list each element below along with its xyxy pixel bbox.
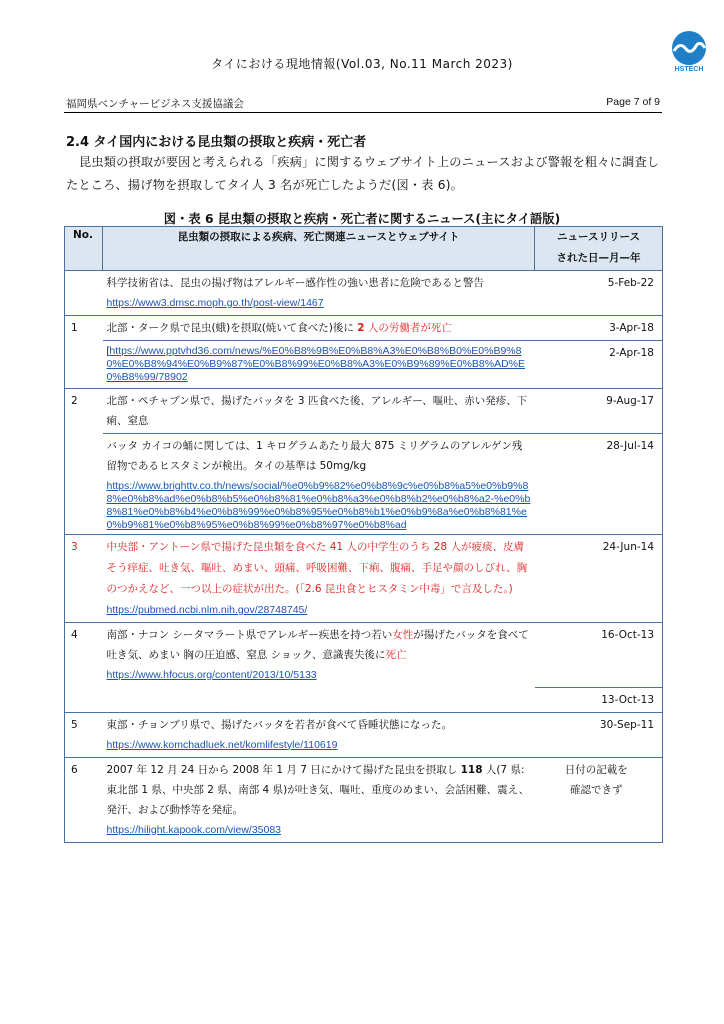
news-text: 科学技術省は、昆虫の揚げ物はアレルギー感作性の強い患者に危険であると警告 [106,277,484,289]
news-text: が揚げたバッタを食べて吐き気、めまい 胸の圧迫感、窒息 ショック、意識喪失後に [106,629,529,661]
row-no: 4 [65,623,103,713]
date-note-line2: 確認できず [570,783,623,796]
table-row [65,389,663,434]
section-title: 2.4 タイ国内における昆虫類の摂取と疾病・死亡者 [66,135,367,150]
news-text-highlight: 女性 [392,629,414,641]
table-caption: 図・表 6 昆虫類の摂取と疾病・死亡者に関するニュース(主にタイ語版) [163,212,561,226]
section-body [66,151,666,197]
document-header-title: タイにおける現地情報(Vol.03, No.11 March 2023) [211,57,513,71]
news-text: 中央部・アントーン県で揚げた昆虫類を食べた 41 人の中学生のうち 28 人が疲痰、皮膚そう痒症、吐き気、嘔吐、めまい、頭痛、呼吸困難、下痢、腹痛、手足や顔のしびれ、胸のつかえなど、一つ以上の症状が出た。(「2.6 昆虫食とヒスタミン中毒」で言及した。) [106,541,528,595]
header-date [535,227,663,271]
news-link[interactable]: https://hilight.kapook.com/view/35083 [106,823,282,836]
news-text: 北部・ターク県で昆虫(蛾)を摂取(焼いて食べた)後に [106,322,358,334]
table-row [65,271,663,316]
table-row [65,687,663,712]
table-row [65,712,663,757]
table-row [65,316,663,341]
release-date: 30-Sep-11 [535,712,663,757]
logo-text: HSTECH [674,66,704,73]
row-text [103,341,535,389]
table-row [65,623,663,688]
news-text-highlight: 死亡 [385,649,407,661]
news-text: バッタ カイコの蛹に関しては、1 キログラムあたり最大 875 ミリグラムのアレルゲン残 [106,440,523,452]
release-date: 2-Apr-18 [535,341,663,389]
page-number: Page 7 of 9 [606,96,660,108]
link-bracket: [ [106,345,110,357]
news-link[interactable]: https://www.komchadluek.net/komlifestyle/110619 [106,738,338,751]
news-text-bold: 118 [460,763,483,776]
news-text: 留物であるヒスタミンが検出。タイの基準は 50mg/kg [106,460,367,472]
row-text [103,712,535,757]
section-body-text: 昆虫類の摂取が要因と考えられる「疾病」に関するウェブサイト上のニュースおよび警報を粗々に調査したところ、揚げ物を摂取してタイ人 3 名が死亡したようだ(図・表 6)。 [66,155,660,192]
news-text: 人(7 県:東北部 1 県、中央部 2 県、南部 4 県)が吐き気、嘔吐、重度のめまい、会話困難、震え、発汗、および動悸等を発症。 [106,763,530,816]
row-text: 北部・ペチャブン県で、揚げたバッタを 3 匹食べた後、アレルギー、嘔吐、赤い発疹、下痢、窒息 [103,389,535,434]
release-date: 24-Jun-14 [535,535,663,623]
row-text [103,535,535,623]
row-no: 3 [65,535,103,623]
hstech-logo [668,30,710,78]
news-text: 2007 年 12 月 24 日から 2008 年 1 月 7 日にかけて揚げた昆虫を摂取し [106,763,461,776]
organization-name: 福岡県ベンチャービジネス支援協議会 [66,98,244,110]
row-no: 1 [65,316,103,389]
row-text [103,316,535,341]
header-divider [64,112,662,113]
table-row [65,535,663,623]
release-date: 3-Apr-18 [535,316,663,341]
table-row [65,434,663,535]
table-row [65,341,663,389]
news-text-highlight: 2 [357,322,365,334]
row-spacer [103,687,535,712]
wave-logo-icon [668,30,710,66]
date-note-line1: 日付の記載を [564,763,628,776]
news-link[interactable]: https://www.hfocus.org/content/2013/10/5133 [106,669,317,681]
news-table [64,226,663,843]
table-header-row [65,227,663,271]
news-link[interactable]: https://pubmed.ncbi.nlm.nih.gov/28748745/ [106,604,308,616]
row-text [103,757,535,842]
row-text [103,623,535,688]
release-date-note [535,757,663,842]
release-date: 13-Oct-13 [535,687,663,712]
news-link[interactable]: https://www3.dmsc.moph.go.th/post-view/1467 [106,297,324,309]
table-row [65,757,663,842]
row-no: 6 [65,757,103,842]
release-date: 5-Feb-22 [535,271,663,316]
news-link[interactable]: https://www.brighttv.co.th/news/social/%e0%b9%82%e0%b8%9c%e0%b8%a5%e0%b9%88%e0%b8%ad%e0%b8%b5%e0%b8%81%e0%b8%a3%e0%b8%b2%e0%b8%a2-%e0%b8%81%e0%b8%b4%e0%b8%99%e0%b8%95%e0%b8%b1%e0%b9%8a%e0%b8%81%e0%b9%81%e0%b8%95%e0%b8%99%e0%b8%97%e0%b8%ad [106,480,531,531]
news-text: 東部・チョンブリ県で、揚げたバッタを若者が食べて昏睡状態になった。 [106,718,453,731]
header-news: 昆虫類の摂取による疾病、死亡関連ニュースとウェブサイト [103,227,535,271]
release-date: 16-Oct-13 [535,623,663,688]
row-text [103,271,535,316]
release-date: 28-Jul-14 [535,434,663,535]
row-no: 2 [65,389,103,535]
header-date-line2: された日—月—年 [556,252,641,264]
news-link[interactable]: https://www.pptvhd36.com/news/%E0%B8%9B%E0%B8%A3%E0%B8%B0%E0%B9%80%E0%B8%94%E0%B9%87%E0%B8%99%E0%B8%A3%E0%B9%89%E0%B8%AD%E0%B8%99/78902 [106,345,525,383]
news-text: 南部・ナコン シータマラート県でアレルギー疾患を持つ若い [106,629,393,641]
row-text [103,434,535,535]
header-date-line1: ニュースリリース [557,231,640,243]
row-no: 5 [65,712,103,757]
news-text-highlight: 人の労働者が死亡 [364,322,452,334]
release-date: 9-Aug-17 [535,389,663,434]
news-link-wrapper [107,480,531,532]
header-no: No. [65,227,103,271]
row-no-empty [65,271,103,316]
news-link-wrapper [107,345,531,384]
